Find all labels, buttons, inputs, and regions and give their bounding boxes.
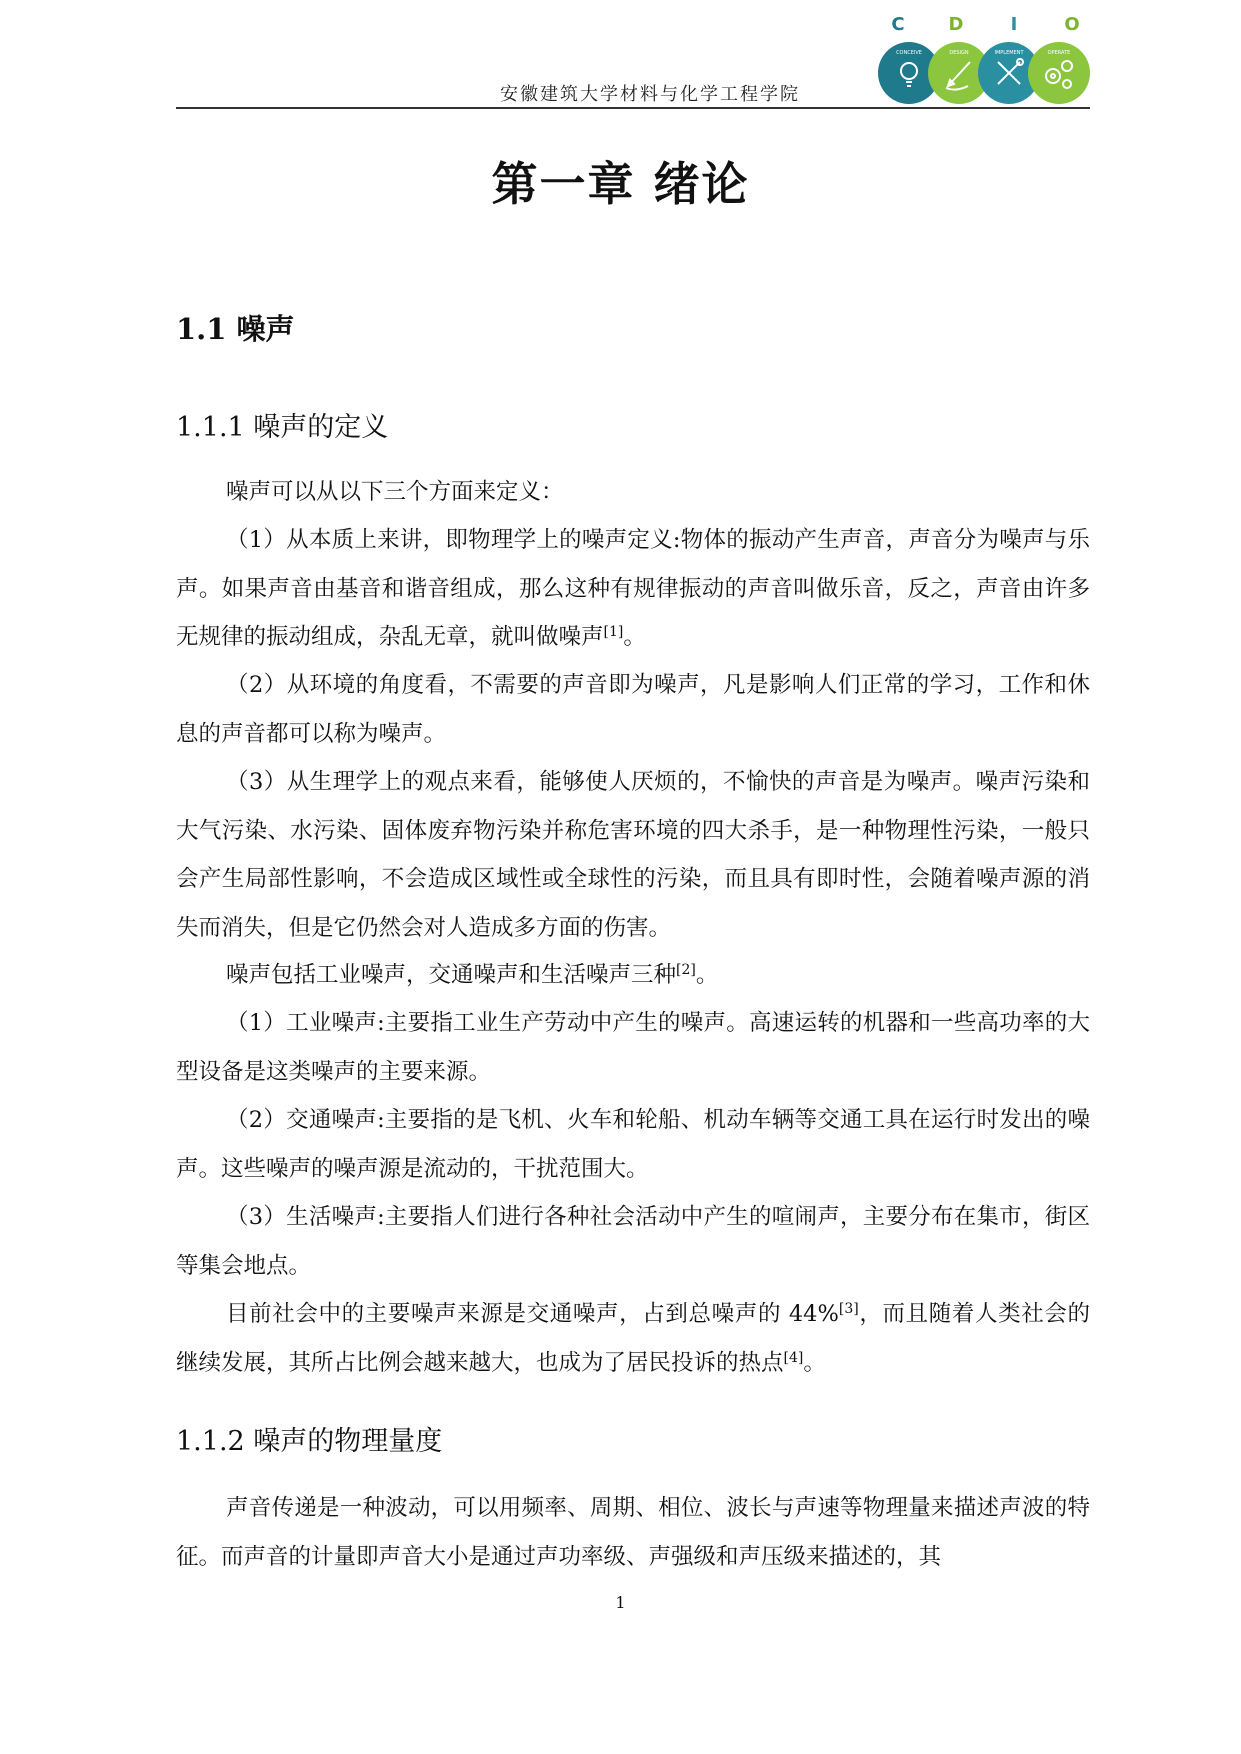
p2-text-b: 。 — [623, 624, 646, 650]
paragraph-living-noise: （3）生活噪声:主要指人们进行各种社会活动中产生的喧闹声，主要分布在集市，街区等集会地点。 — [176, 1204, 1090, 1279]
p9-text-c: 。 — [803, 1349, 826, 1376]
section-title: 1.1 噪声 — [176, 312, 295, 346]
p5-text-a: 噪声包括工业噪声，交通噪声和生活噪声三种 — [226, 962, 677, 988]
p5-text-b: 。 — [695, 962, 719, 988]
citation-4: [4] — [783, 1349, 804, 1366]
paragraph-industrial-noise: （1）工业噪声:主要指工业生产劳动中产生的噪声。高速运转的机器和一些高功率的大型设备是这类噪声的主要来源。 — [176, 1010, 1090, 1085]
citation-2: [2] — [676, 962, 696, 978]
paragraph-definition-2: （2）从环境的角度看，不需要的声音即为噪声，凡是影响人们正常的学习，工作和休息的声音都可以称为噪声。 — [176, 672, 1090, 747]
p9-text-a: 目前社会中的主要噪声来源是交通噪声，占到总噪声的 44% — [226, 1301, 839, 1327]
paragraph-main-source — [176, 1290, 1090, 1387]
logo-letter-i: I — [1010, 14, 1018, 35]
chapter-title: 第一章 绪论 — [491, 157, 750, 211]
logo-letter-d: D — [948, 14, 964, 35]
logo-letter-c: C — [891, 14, 905, 35]
cdio-logo — [876, 14, 1094, 106]
logo-label-design: DESIGN — [949, 50, 969, 56]
header-rule — [176, 107, 1090, 109]
paragraph-noise-types — [176, 951, 1090, 1000]
citation-3: [3] — [838, 1301, 859, 1317]
p9-text-b: ，而且随着人类社会的继续发展，其所占比例会越来越大，也成为了居民投诉的热点 — [176, 1301, 1090, 1376]
logo-circles — [876, 40, 1094, 106]
p2-text-a: （1）从本质上来讲，即物理学上的噪声定义:物体的振动产生声音，声音分为噪声与乐声。如果声音由基音和谐音组成，那么这种有规律振动的声音叫做乐音，反之，声音由许多无规律的振动组成，杂乱无章，就叫做噪声 — [176, 527, 1090, 650]
logo-label-conceive: CONCEIVE — [896, 50, 922, 56]
citation-1: [1] — [603, 624, 624, 640]
paragraph-definition-1 — [176, 516, 1090, 662]
paragraph-sound-waves: 声音传递是一种波动，可以用频率、周期、相位、波长与声速等物理量来描述声波的特征。而声音的计量即声音大小是通过声功率级、声强级和声压级来描述的，其 — [176, 1495, 1090, 1570]
logo-label-implement: IMPLEMENT — [994, 50, 1024, 56]
logo-letter-o: O — [1064, 14, 1080, 35]
paragraph-traffic-noise: （2）交通噪声:主要指的是飞机、火车和轮船、机动车辆等交通工具在运行时发出的噪声。这些噪声的噪声源是流动的，干扰范围大。 — [176, 1107, 1090, 1182]
page-number: 1 — [615, 1593, 626, 1612]
paragraph-definition-3: （3）从生理学上的观点来看，能够使人厌烦的，不愉快的声音是为噪声。噪声污染和大气污染、水污染、固体废弃物污染并称危害环境的四大杀手，是一种物理性污染，一般只会产生局部性影响，不会造成区域性或全球性的污染，而且具有即时性，会随着噪声源的消失而消失，但是它仍然会对人造成多方面的伤害。 — [176, 769, 1090, 941]
paragraph-intro: 噪声可以从以下三个方面来定义： — [226, 479, 564, 505]
subsection-title-physical-measures: 1.1.2 噪声的物理量度 — [176, 1426, 443, 1457]
header-institution: 安徽建筑大学材料与化学工程学院 — [500, 84, 800, 105]
logo-label-operate: OPERATE — [1047, 50, 1071, 56]
subsection-title-definition: 1.1.1 噪声的定义 — [176, 412, 389, 443]
